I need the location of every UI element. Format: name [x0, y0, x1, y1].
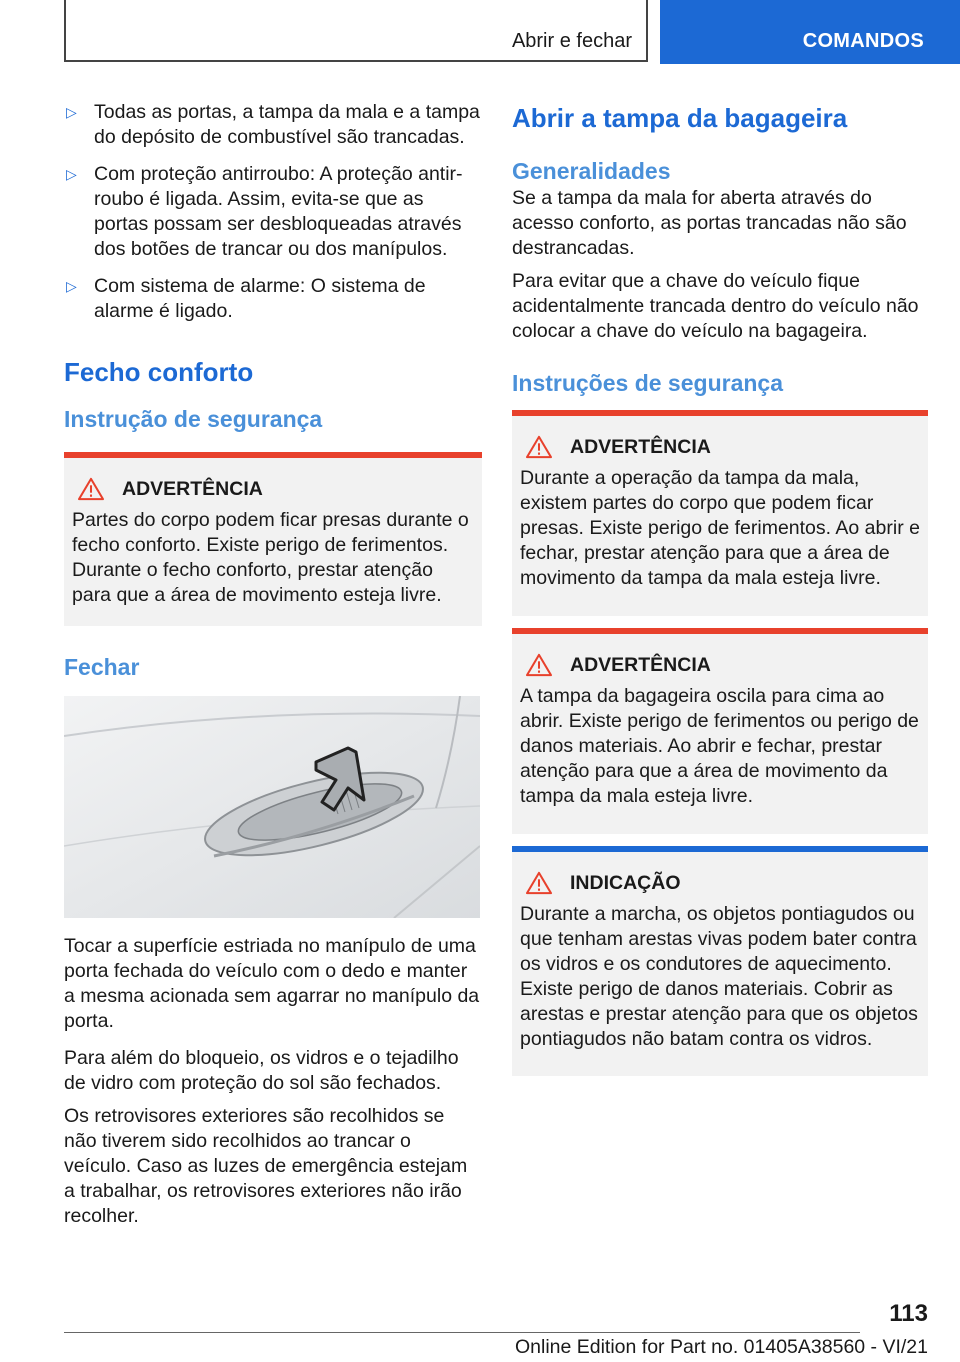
warning-triangle-icon — [524, 871, 554, 895]
list-item-text: Com sistema de alarme: O sistema de alarme é ligado. — [94, 275, 426, 322]
warning-header — [520, 652, 920, 678]
paragraph: Para evitar que a chave do veículo fique acidentalmente trancada dentro do veículo não colocar a chave do veículo na bagageira. — [512, 270, 919, 342]
list-item — [64, 100, 482, 150]
warning-text: A tampa da bagageira oscila para cima ao abrir. Existe perigo de ferimentos ou perigo de danos materiais. Ao abrir e fechar, prestar atenção para que a área de movimento da tampa da mala esteja livre. — [520, 685, 919, 807]
warning-triangle-icon — [524, 435, 554, 459]
list-item — [64, 162, 482, 262]
warning-label: ADVERTÊNCIA — [570, 654, 711, 676]
page-number: 113 — [889, 1300, 928, 1327]
note-label: INDICAÇÃO — [570, 872, 681, 894]
chapter-title: COMANDOS — [802, 30, 924, 52]
note-box — [512, 846, 928, 1076]
edition-info: Online Edition for Part no. 01405A38560 - VI/21 — [514, 1336, 928, 1358]
list-item-text: Todas as portas, a tampa da mala e a tampa do depósito de combustível são trancadas. — [94, 101, 480, 148]
warning-triangle-icon — [524, 653, 554, 677]
warning-triangle-icon — [76, 477, 106, 501]
paragraph: Tocar a superfície estriada no manípulo de uma porta fechada do veículo com o dedo e manter a mesma acionada sem agarrar no manípulo da porta. — [64, 935, 480, 1032]
paragraph: Se a tampa da mala for aberta através do acesso conforto, as portas trancadas não são destrancadas. — [512, 187, 907, 259]
heading-safety-instructions: Instruções de segurança — [512, 370, 783, 396]
footer-divider — [64, 1332, 860, 1333]
warning-box — [512, 628, 928, 834]
door-handle-illustration-icon — [64, 696, 480, 918]
warning-label: ADVERTÊNCIA — [570, 436, 711, 458]
triangle-bullet-icon: ▷ — [66, 166, 77, 182]
paragraph: Os retrovisores exteriores são recolhidos se não tiverem sido recolhidos ao trancar o veículo. Caso as luzes de emergência estejam a trabalhar, os retrovisores exteriores não irão recolher. — [64, 1105, 468, 1227]
warning-header — [72, 476, 474, 502]
lock-effects-list — [64, 100, 482, 324]
note-header — [520, 870, 920, 896]
heading-general: Generalidades — [512, 158, 671, 184]
warning-box — [512, 410, 928, 616]
warning-label: ADVERTÊNCIA — [122, 478, 263, 500]
heading-comfort-close: Fecho conforto — [64, 357, 254, 387]
warning-header — [520, 434, 920, 460]
paragraph: Para além do bloqueio, os vidros e o tejadilho de vidro com proteção do sol são fechados. — [64, 1047, 459, 1094]
heading-open-tailgate: Abrir a tampa da bagageira — [512, 103, 848, 133]
header-section-box — [64, 0, 648, 62]
left-column — [64, 100, 482, 1229]
warning-text: Durante a operação da tampa da mala, existem partes do corpo que podem ficar presas. Existe perigo de ferimentos. Ao abrir e fechar, prestar atenção para que a área de movimento da tampa da mala esteja livre. — [520, 467, 920, 589]
heading-safety-instruction: Instrução de segurança — [64, 406, 323, 432]
chapter-tab — [660, 0, 960, 64]
triangle-bullet-icon: ▷ — [66, 104, 77, 120]
right-column — [512, 100, 928, 1076]
warning-box — [64, 452, 482, 626]
section-title: Abrir e fechar — [511, 30, 632, 52]
note-text: Durante a marcha, os objetos pontiagudos ou que tenham arestas vivas podem bater contra os vidros e os condutores de aquecimento. Existe perigo de danos materiais. Cobrir as arestas e prestar atenção para que os objetos pontiagudos não batam contra os vidros. — [520, 903, 918, 1050]
triangle-bullet-icon: ▷ — [66, 278, 77, 294]
list-item-text: Com proteção antirroubo: A proteção antirroubo é ligada. Assim, evita-se que as portas possam ser desbloqueadas através dos botões de trancar ou dos manípulos. — [94, 163, 463, 260]
warning-text: Partes do corpo podem ficar presas durante o fecho conforto. Existe perigo de ferimentos. Durante o fecho conforto, prestar atenção para que a área de movimento esteja livre. — [72, 509, 469, 606]
list-item — [64, 274, 482, 324]
heading-close: Fechar — [64, 654, 140, 680]
